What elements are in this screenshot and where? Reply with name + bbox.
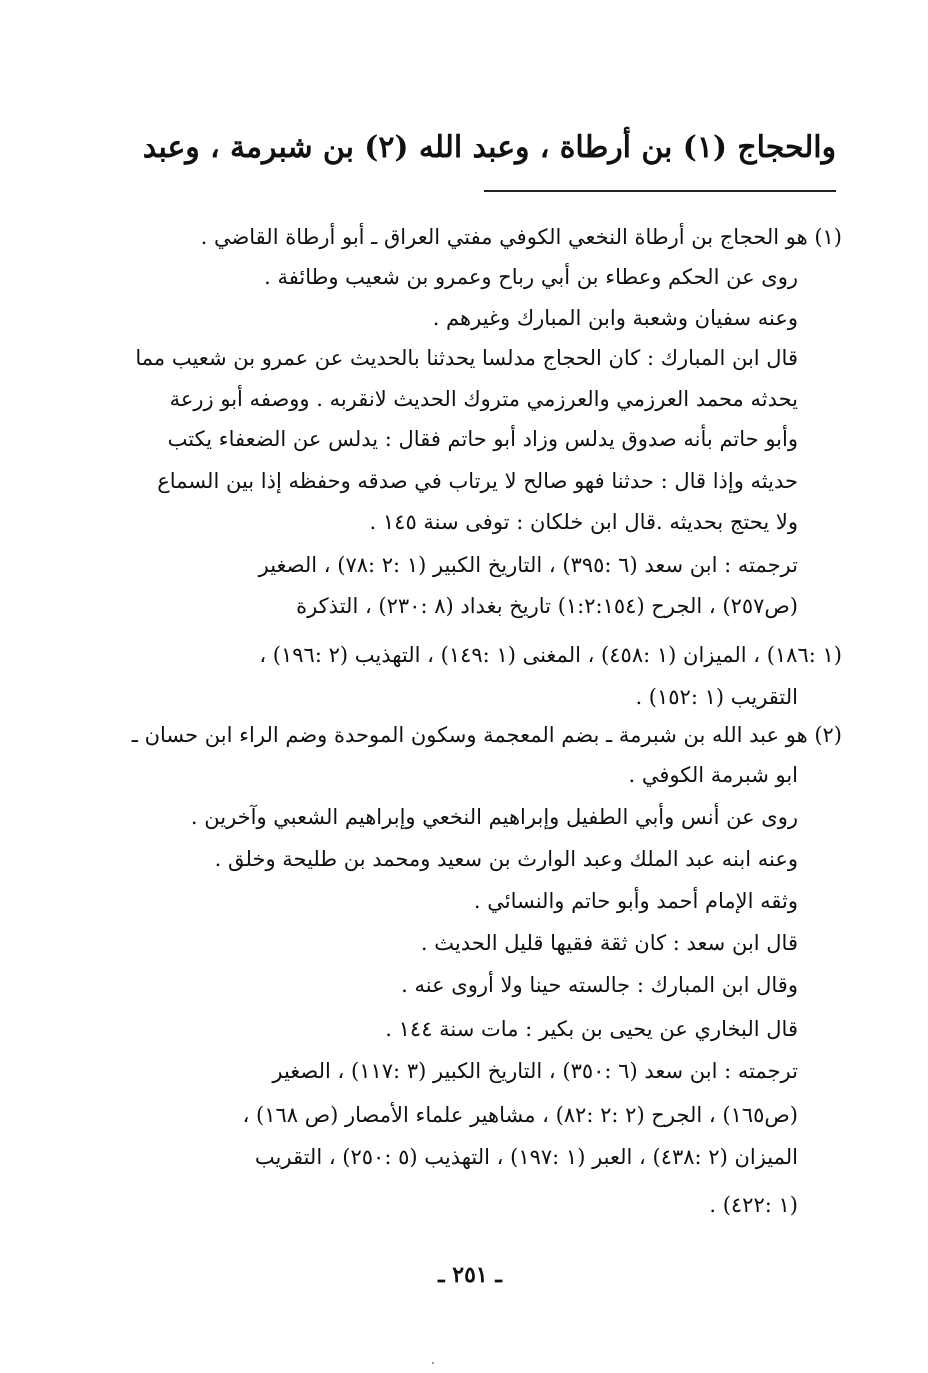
footnote-1-line-2: روى عن الحكم وعطاء بن أبي رباح وعمرو بن شعيب وطائفة . [264,265,798,289]
page-number: ـ ٢٥١ ـ [438,1262,502,1288]
footnote-1-line-9: ترجمته : ابن سعد (٦ :٣٩٥) ، التاريخ الكبير (١ :٢ :٧٨) ، الصغير [258,553,798,577]
scan-speck [432,1362,434,1364]
footnote-2-line-9: ترجمته : ابن سعد (٦ :٣٥٠) ، التاريخ الكبير (٣ :١١٧) ، الصغير [272,1059,798,1083]
footnote-2-line-4: وعنه ابنه عبد الملك وعبد الوارث بن سعيد ومحمد بن طليحة وخلق . [214,847,798,871]
footnote-1-line-3: وعنه سفيان وشعبة وابن المبارك وغيرهم . [432,306,798,330]
footnote-1-line-4: قال ابن المبارك : كان الحجاج مدلسا يحدثنا بالحديث عن عمرو بن شعيب مما [135,346,798,370]
footnote-2-line-3: روى عن أنس وأبي الطفيل وإبراهيم النخعي وإبراهيم الشعبي وآخرين . [190,805,798,829]
footnote-1-line-7: حديثه وإذا قال : حدثنا فهو صالح لا يرتاب في صدقه وحفظه إذا بين السماع [157,469,798,493]
footnote-2-line-6: قال ابن سعد : كان ثقة فقيها قليل الحديث . [420,931,798,955]
footnote-1-line-5: يحدثه محمد العرزمي والعرزمي متروك الحديث لانقربه . ووصفه أبو زرعة [169,387,798,411]
footnote-2-line-11: الميزان (٢ :٤٣٨) ، العبر (١ :١٩٧) ، التهذيب (٥ :٢٥٠) ، التقريب [254,1145,798,1169]
footnote-2-line-10: (ص١٦٥) ، الجرح (٢ :٢ :٨٢) ، مشاهير علماء الأمصار (ص ١٦٨) ، [242,1103,798,1127]
footnote-2-line-7: وقال ابن المبارك : جالسته حينا ولا أروى عنه . [401,973,798,997]
footnote-2-line-8: قال البخاري عن يحيى بن بكير : مات سنة ١٤٤ . [385,1017,798,1041]
footnote-1-line-8: ولا يحتج بحديثه .قال ابن خلكان : توفى سنة ١٤٥ . [369,510,798,534]
footnote-1-line-6: وأبو حاتم بأنه صدوق يدلس وزاد أبو حاتم فقال : يدلس عن الضعفاء يكتب [167,427,798,451]
footnote-2-line-1: (٢) هو عبد الله بن شبرمة ـ بضم المعجمة وسكون الموحدة وضم الراء ابن حسان ـ [131,723,842,747]
footnote-1-line-11: (١ :١٨٦) ، الميزان (١ :٤٥٨) ، المغنى (١ :١٤٩) ، التهذيب (٢ :١٩٦) ، [259,643,842,667]
footnote-2-line-2: ابو شبرمة الكوفي . [628,763,798,787]
main-text-line: والحجاج (١) بن أرطاة ، وعبد الله (٢) بن شبرمة ، وعبد [142,130,836,165]
footnote-1-line-12: التقريب (١ :١٥٢) . [635,685,798,709]
footnote-1-line-10: (ص٢٥٧) ، الجرح (١:٢:١٥٤) تاريخ بغداد (٨ :٢٣٠) ، التذكرة [296,594,798,618]
footnote-separator [484,190,836,192]
footnote-1-line-1: (١) هو الحجاج بن أرطاة النخعي الكوفي مفتي العراق ـ أبو أرطاة القاضي . [200,225,842,249]
footnote-2-line-12: (١ :٤٢٢) . [709,1193,798,1217]
footnote-2-line-5: وثقه الإمام أحمد وأبو حاتم والنسائي . [473,889,798,913]
